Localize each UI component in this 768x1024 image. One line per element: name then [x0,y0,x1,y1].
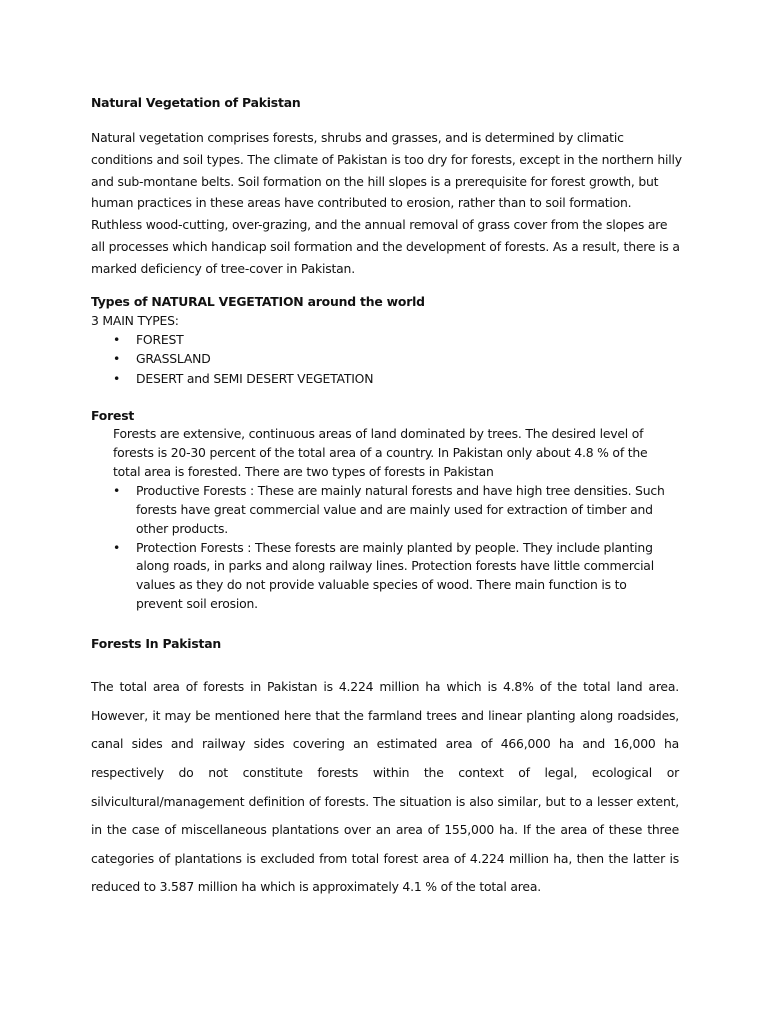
list-item [91,369,683,389]
forest-paragraph: Forests are extensive, continuous areas of land dominated by trees. The desired level of forests is 20-30 percent of the total area of a country. In Pakistan only about 4.8 % of the total area is forested. There are two types of forests in Pakistan [113,426,648,479]
forest-types-list [91,482,683,614]
document-title: Natural Vegetation of Pakistan [91,95,301,110]
forests-in-pakistan-heading: Forests In Pakistan [91,636,221,652]
list-item [91,349,683,369]
list-item-label: DESERT and SEMI DESERT VEGETATION [136,370,374,386]
types-heading: Types of NATURAL VEGETATION around the world [91,293,425,309]
list-item-text: Protection Forests : These forests are mainly planted by people. They include planting along roads, in parks and along railway lines. Protection forests have little commercial values as they do not provide valuable species of wood. There main function is to prevent soil erosion. [136,539,654,612]
list-item [91,330,683,350]
types-subheading: 3 MAIN TYPES: [91,312,179,328]
document-page [91,94,683,914]
forest-heading: Forest [91,408,135,424]
bullet-icon: • [113,539,121,555]
bullet-icon: • [113,370,121,386]
intro-paragraph: Natural vegetation comprises forests, shrubs and grasses, and is determined by climatic conditions and soil types. The climate of Pakistan is too dry for forests, except in the northern hilly and sub-montane belts. Soil formation on the hill slopes is a prerequisite for forest growth, but human practices in these areas have contributed to erosion, rather than to soil formation. Ruthless wood-cutting, over-grazing, and the annual removal of grass cover from the slopes are all processes which handicap soil formation and the development of forests. As a result, there is a marked deficiency of tree-cover in Pakistan. [91,130,682,276]
list-item [91,482,676,539]
bullet-icon: • [113,482,121,498]
types-list [91,330,683,389]
bullet-icon: • [113,351,121,367]
list-item-text: Productive Forests : These are mainly natural forests and have high tree densities. Such forests have great commercial value and are mainly used for extraction of timber and other products. [136,482,665,536]
bullet-icon: • [113,331,121,347]
list-item-label: GRASSLAND [136,351,211,367]
forests-in-pakistan-paragraph: The total area of forests in Pakistan is 4.224 million ha which is 4.8% of the total land area. However, it may be mentioned here that the farmland trees and linear planting along roadsides, canal sides and railway sides covering an estimated area of 466,000 ha and 16,000 ha respectively do not constitute forests within the context of legal, ecological or silvicultural/management definition of forests. The situation is also similar, but to a lesser extent, in the case of miscellaneous plantations over an area of 155,000 ha. If the area of these three categories of plantations is excluded from total forest area of 4.224 million ha, then the latter is reduced to 3.587 million ha which is approximately 4.1 % of the total area. [91,679,679,895]
list-item-label: FOREST [136,331,184,347]
list-item [91,539,676,615]
